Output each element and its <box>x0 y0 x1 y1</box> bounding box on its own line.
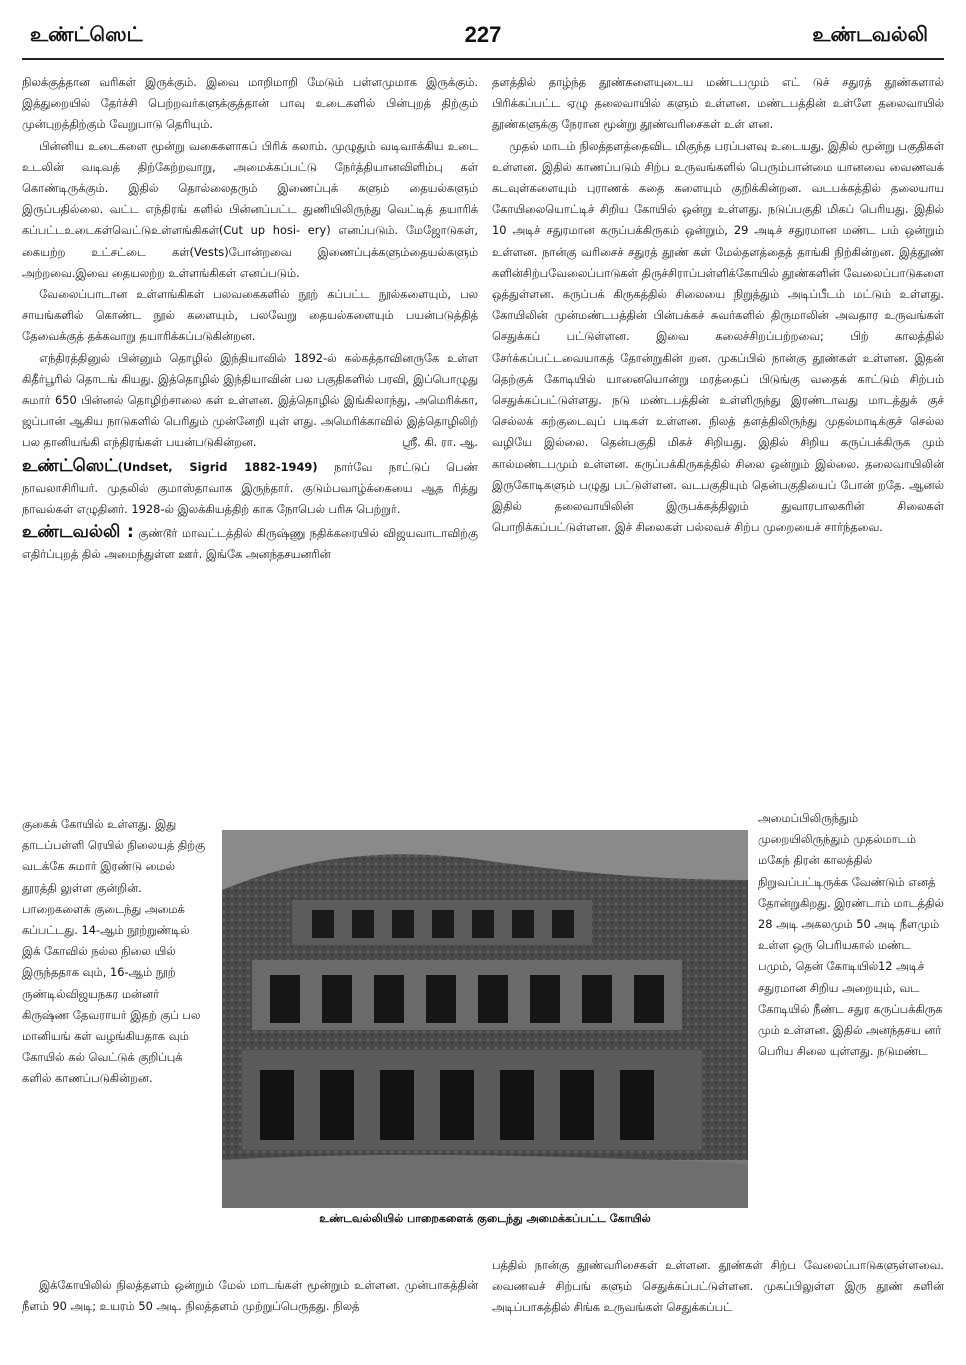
undset-body: நார்வே நாட்டுப் பெண் நாவலாசிரியர். முதலில் குமாஸ்தாவாக இருந்தார். குடும்பவாழ்க்கையை ஆத ரித்து நாவல்கள் எழுதினர். 1928-ல் இலக்கியத்திற் காக நோபெல் பரிசு பெற்றுர். <box>22 459 479 517</box>
header-rule <box>22 58 944 60</box>
right-column <box>492 72 944 538</box>
undavalli-body: குண்டூர் மாவட்டத்தில் கிருஷ்ணு நதிக்கரையில் விஜயவாடாவிற்கு எதிர்ப்புறத் தில் அமைந்துள்ள ஊர். இங்கே அனந்தசயனரின் <box>22 526 478 562</box>
cave-temple-image <box>222 830 748 1208</box>
bottom-right-column <box>492 1255 944 1319</box>
author-signature: ஸ்ரீ. கி. ரா. ஆ. <box>402 435 478 450</box>
header-right-word: உண்டவல்லி <box>812 22 928 46</box>
photo-caption: உண்டவல்லியில் பாறைகளைக் குடைந்து அமைக்கப்பட்ட கோயில் <box>319 1212 651 1225</box>
left-column <box>22 72 478 566</box>
temple-paragraph-1: தளத்தில் தாழ்ந்த தூண்களையுடைய மண்டபமும் எட் டுச் சதுரத் தூண்களால் பிரிக்கப்பட்ட ஏழு தலைவாயில் களும் உள்ளன. மண்டபத்தின் உள்ளே தலைவாயில் தூண்களுக்கு நேரான மூன்று தூண்வரிசைகள் உள் ளன. <box>492 75 944 132</box>
undset-headword: உண்ட்ஸெட் <box>22 455 118 476</box>
undset-entry <box>22 454 478 521</box>
left-narrow-column <box>22 814 208 1090</box>
knitting-paragraph-1: நிலக்குத்தான வரிகள் இருக்கும். இவை மாறிமாறி மேடும் பள்ளமுமாக இருக்கும். இத்துறையில் தேர்ச்சி பெற்றவர்களுக்குத்தான் பாவு உடைகளில் பின்புறத் திற்கும் முன்புறத்திற்கும் வேறுபாடு தெரியும். <box>22 75 478 132</box>
knitting-paragraph-2: பின்னிய உடைகளை மூன்று வகைகளாகப் பிரிக் கலாம். முழுதும் வடிவாக்கிய உடை உடலின் வடிவத் திற்கேற்றவாறு, அமைக்கப்பட்டு நேர்த்தியானவிளிம்பு கள் கொண்டிருக்கும். இதில் தொல்லைதரும் இணைப்புக் களும் தையல்களும் இருப்பதில்லை. வட்ட எந்திரங் களில் பின்னப்பட்ட துணியிலிருந்து வெட்டித் தயாரிக் கப்பட்டஉடைகள்வெட்டுஉள்ளங்கிகள்(Cut up hosi- ery) எனப்படும். மேஜோடுகள், கையற்ற உட்சட்டை கள்(Vests)போன்றவை இணைப்புக்களும்தையல்களும் அற்றவை.இவை தையலற்ற உள்ளங்கிகள் எனப்படும். <box>22 138 478 280</box>
knitting-paragraph-4 <box>22 348 478 454</box>
temple-photograph <box>222 830 748 1208</box>
right-narrow-text: அமைப்பிலிருந்தும் முறையிலிருந்தும் முதல்மாடம் மகேந் திரன் காலத்தில் நிறுவப்பட்டிருக்க வேண்டும் எனத் தோன்றுகிறது. இரண்டாம் மாடத்தில் 28 அடி அகலமும் 50 அடி நீளமும் உள்ள ஒரு பெரியகால் மண்ட பமும், தென் கோடியில்12 அடிச் சதுரமான சிறிய அறையும், வட கோடியில் நீண்ட சதுர கருப்பக்கிருக மும் உள்ளன. இதில் அனந்தசய னர் பெரிய சிலை யுள்ளது. நடுமண்ட <box>758 811 944 1059</box>
left-narrow-text: குகைக் கோயில் உள்ளது. இது தாடப்பள்ளி ரெயில் நிலையத் திற்கு வடக்கே சுமார் இரண்டு மைல் தூரத்தி லுள்ள குன்றின். பாறைகளைக் குடைந்து அமைக் கப்பட்டது. 14-ஆம் நூற்றுண்டில் இக் கோவில் நல்ல நிலை யில் இருந்ததாக வும், 16-ஆம் நூற் ருண்டில்விஜயநகர மன்னர் கிருஷ்ண தேவராயர் இதற் குப் பல மானியங் கள் வழங்கியதாக வும் கோயில் கல் வெட்டுக் குறிப்புக் களில் காணப்படுகின்றன. <box>22 817 206 1086</box>
temple-paragraph-2: முதல் மாடம் நிலத்தளத்தைவிட மிகுந்த பரப்பளவு உடையது. இதில் மூன்று பகுதிகள் உள்ளன. இதில் காணப்படும் சிற்ப உருவங்களில் பெரும்பான்மை யானவை வைணவக் கடவுள்களையும் புராணக் கதை களையும் குறிக்கின்றன. வடபக்கத்தில் தலையாய கோயிலையொட்டிச் சிறிய கோயில் ஒன்று உள்ளது. நடுப்பகுதி மிகப் பெரியது. இதில் 10 அடிச் சதுரமான கருப்பக்கிருகம் ஒன்றும், 29 அடிச் சதுரமான மண்ட பம் ஒன்றும் உள்ளன. நான்கு வரிசைச் சதுரத் தூண் கள் மேல்தளத்தைத் தாங்கி நிற்கின்றன. இத்தூண் களின்சிற்பவேலைப்பாடுகள் திருச்சிராப்பள்ளிக்கோயில் தூண்களின் வேலைப்பாடுகளை ஒத்துள்ளன. கருப்பக் கிருகத்தில் சிலையை நிறுத்தும் அடிப்பீடம் மட்டும் உள்ளது. கோயிலின் முன்மண்டபத்தின் பின்பக்கச் சுவர்களில் திருமாலின் அவதார உருவங்கள் செதுக்கப் பட்டுள்ளன. இவை கலைச்சிறப்பற்றவை; பிற் காலத்தில் சேர்க்கப்பட்டவையாகத் தோன்றுகின் றன. முகப்பில் நான்கு தூண்கள் உள்ளன. இதன் தெற்குக் கோடியில் யானையொன்று மரத்தைப் பிடுங்கு வதைக் காட்டும் சிற்பம் செதுக்கப்பட்டுள்ளது. நடு மண்டபத்தின் உள்ளிருந்து இரண்டாவது மாடத்துக் குச் செல்லக் கற்குடைவுப் படிகள் உள்ளன. நிலத் தளத்திலிருந்து முதல்மாடிக்குச் செல்ல வழியே இல்லை. தென்பகுதி மிகச் சிறியது. இதில் சிறிய கருப்பக்கிருக மும் கால்மண்டபமும் உள்ளன. கருப்பக்கிருகத்தில் சிலை ஒன்றும் இல்லை. தலைவாயிலின் இருகோடிகளும் பழுது பட்டுள்ளன. வடபகுதியும் தென்பகுதியைப் போன் றதே. ஆனல் இதில் தலைவாயிலின் இருபக்கத்திலும் துவாரபாலகரின் சிலைகள் பொறிக்கப்பட்டுள்ளன. இச் சிலைகள் பல்லவச் சிற்ப முறையைச் சார்ந்தவை. <box>492 138 944 535</box>
undavalli-headword: உண்டவல்லி : <box>22 522 134 543</box>
page-number: 227 <box>464 22 502 47</box>
bottom-left-text: இக்கோயிலில் நிலத்தளம் ஒன்றும் மேல் மாடங்கள் மூன்றும் உள்ளன. முன்பாகத்தின் நீளம் 90 அடி; உயரம் 50 அடி. நிலத்தளம் முற்றுப்பெருதது. நிலத் <box>22 1278 478 1314</box>
right-narrow-column <box>758 808 944 1062</box>
undset-paren: (Undset, Sigrid 1882-1949) <box>117 459 318 474</box>
undavalli-entry <box>22 520 478 565</box>
knitting-paragraph-4-text: எந்திரத்தினுல் பின்னும் தொழில் இந்தியாவில் 1892-ல் கல்கத்தாவினருகே உள்ள கிதீர்பூரில் தொடங் கியது. இத்தொழில் இந்தியாவின் பல பகுதிகளில் பரவி, இப்பொழுது சுமார் 650 பின்னல் தொழிற்சாலை கள் உள்ளன. இத்தொழில் இங்கிலாந்து, அமெரிக்கா, ஜப்பான் ஆகிய நாடுகளில் பெரிதும் முன்னேறி யுள் ளது. அமெரிக்காவில் இத்தொழிலிற் பல தானியங்கி எந்திரங்கள் பயன்படுகின்றன. <box>22 350 478 450</box>
header-left-word: உண்ட்ஸெட் <box>30 22 143 46</box>
bottom-right-text: பத்தில் நான்கு தூண்வரிசைகள் உள்ளன. தூண்கள் சிற்ப வேலைப்பாடுகளுள்ளவை. வைணவச் சிற்பங் களும் செதுக்கப்பட்டுள்ளன. முகப்பிலுள்ள இரு தூண் களின் அடிப்பாகத்தில் சிங்க உருவங்கள் செதுக்கப்பட் <box>492 1258 944 1315</box>
bottom-left-column <box>22 1275 478 1317</box>
knitting-paragraph-3: வேலைப்பாடான உள்ளங்கிகள் பலவகைகளில் நூற் கப்பட்ட நூல்களையும், பல சாயங்களில் கொண்ட நூல் களையும், பலவேறு தையல்களையும் பயன்படுத்தித் தேவைக்குத் தக்கவாறு தயாரிக்கப்படுகின்றன. <box>22 287 478 344</box>
